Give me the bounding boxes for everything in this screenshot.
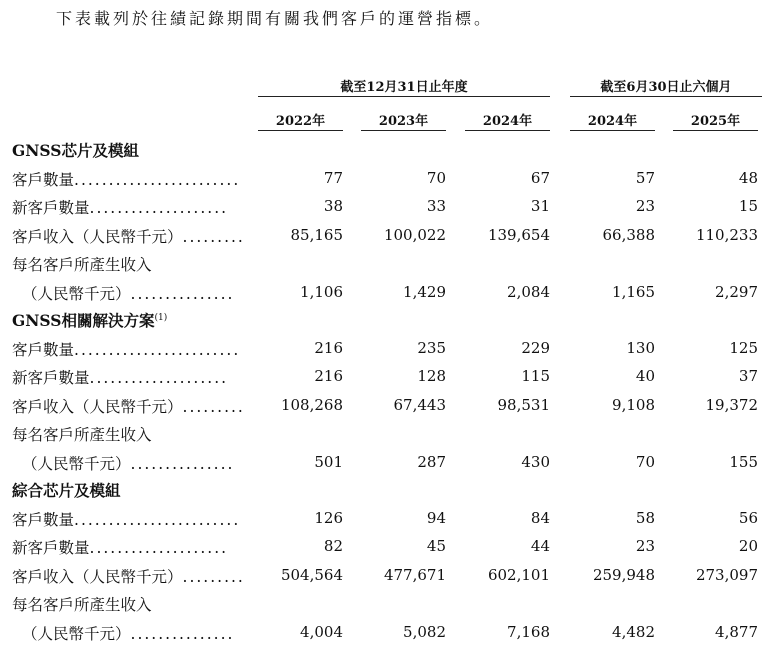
table-cell: 31 xyxy=(530,197,550,215)
row-label-text: （人民幣千元） xyxy=(22,284,131,303)
leader-dots: ......... xyxy=(182,227,245,246)
row-label-text: 客戶收入（人民幣千元） xyxy=(12,227,183,246)
row-label-text: 新客戶數量 xyxy=(12,539,90,557)
table-cell: 235 xyxy=(417,338,446,357)
row-label xyxy=(12,225,245,247)
table-cell: 5,082 xyxy=(403,622,446,641)
table-cell: 15 xyxy=(738,197,758,215)
table-cell: 2,297 xyxy=(715,282,758,301)
table-cell: 40 xyxy=(635,367,655,385)
year-underline xyxy=(258,130,343,131)
table-cell: 110,233 xyxy=(695,225,758,244)
section-title-text: 綜合芯片及模組 xyxy=(12,481,121,500)
table-cell: 4,004 xyxy=(300,622,343,641)
table-cell: 38 xyxy=(323,197,343,215)
row-label-text: 新客戶數量 xyxy=(12,199,90,217)
year-underline xyxy=(673,130,758,131)
row-label-text: 每名客戶所產生收入 xyxy=(12,256,152,274)
table-cell: 23 xyxy=(635,197,655,215)
table-cell: 139,654 xyxy=(487,225,550,244)
row-label-text: 客戶收入（人民幣千元） xyxy=(12,397,183,416)
table-cell: 37 xyxy=(738,367,758,385)
table-cell: 501 xyxy=(314,452,343,471)
row-label xyxy=(12,423,152,445)
table-cell: 33 xyxy=(426,197,446,215)
table-cell: 98,531 xyxy=(497,395,550,414)
row-label xyxy=(22,622,234,644)
group-header-six-months: 截至6月30日止六個月 xyxy=(600,80,732,95)
row-label xyxy=(12,395,245,417)
table-cell: 130 xyxy=(626,338,655,357)
row-label-text: 每名客戶所產生收入 xyxy=(12,596,152,614)
leader-dots: ........................ xyxy=(74,510,241,529)
table-cell: 85,165 xyxy=(290,225,343,244)
intro-text: 下表載列於往績記錄期間有關我們客戶的運營指標。 xyxy=(56,9,494,28)
table-cell: 229 xyxy=(521,338,550,357)
table-cell: 1,106 xyxy=(300,282,343,301)
table-cell: 1,165 xyxy=(612,282,655,301)
row-label xyxy=(12,168,240,190)
group-rule-six-months xyxy=(570,96,762,97)
table-cell: 216 xyxy=(314,338,343,357)
table-cell: 23 xyxy=(635,537,655,555)
row-label-text: 客戶數量 xyxy=(12,510,75,529)
table-cell: 100,022 xyxy=(383,225,446,244)
row-label-text: 客戶數量 xyxy=(12,170,75,189)
section-title-text: GNSS相關解決方案 xyxy=(12,311,155,330)
table-cell: 602,101 xyxy=(487,565,550,584)
leader-dots: ......... xyxy=(182,397,245,416)
table-cell: 430 xyxy=(521,452,550,471)
section-title xyxy=(12,309,167,331)
row-label xyxy=(12,338,240,360)
row-label xyxy=(12,593,152,615)
table-cell: 2,084 xyxy=(507,282,550,301)
section-title xyxy=(12,479,121,501)
table-cell: 82 xyxy=(323,537,343,555)
leader-dots: .................... xyxy=(89,539,229,557)
year-header: 2022年 xyxy=(275,114,326,129)
table-cell: 94 xyxy=(426,508,446,527)
table-cell: 20 xyxy=(738,537,758,555)
year-header: 2025年 xyxy=(690,114,741,129)
leader-dots: ........................ xyxy=(74,340,241,359)
table-cell: 155 xyxy=(729,452,758,471)
leader-dots: .................... xyxy=(89,199,229,217)
table-cell: 45 xyxy=(426,537,446,555)
table-cell: 4,482 xyxy=(612,622,655,641)
table-cell: 77 xyxy=(323,168,343,187)
table-cell: 108,268 xyxy=(280,395,343,414)
table-cell: 273,097 xyxy=(695,565,758,584)
table-cell: 57 xyxy=(635,168,655,187)
leader-dots: .................... xyxy=(89,369,229,387)
table-cell: 9,108 xyxy=(612,395,655,414)
table-cell: 477,671 xyxy=(383,565,446,584)
leader-dots: ........................ xyxy=(74,170,241,189)
row-label xyxy=(12,508,240,530)
table-cell: 70 xyxy=(635,452,655,471)
row-label xyxy=(12,253,152,275)
row-label xyxy=(12,565,245,587)
table-cell: 287 xyxy=(417,452,446,471)
year-underline xyxy=(570,130,655,131)
table-cell: 4,877 xyxy=(715,622,758,641)
table-cell: 126 xyxy=(314,508,343,527)
year-header: 2024年 xyxy=(587,114,638,129)
table-cell: 44 xyxy=(530,537,550,555)
footnote-marker: (1) xyxy=(154,312,168,323)
table-cell: 259,948 xyxy=(592,565,655,584)
leader-dots: ......... xyxy=(182,567,245,586)
year-underline xyxy=(361,130,446,131)
table-cell: 67,443 xyxy=(393,395,446,414)
row-label-text: （人民幣千元） xyxy=(22,624,131,643)
table-cell: 504,564 xyxy=(280,565,343,584)
section-title-text: GNSS芯片及模組 xyxy=(12,141,139,160)
leader-dots: ............... xyxy=(130,454,235,473)
table-cell: 67 xyxy=(530,168,550,187)
table-cell: 84 xyxy=(530,508,550,527)
row-label xyxy=(22,452,234,474)
row-label xyxy=(12,536,228,558)
row-label xyxy=(12,196,228,218)
row-label xyxy=(12,366,228,388)
table-cell: 1,429 xyxy=(403,282,446,301)
table-cell: 7,168 xyxy=(507,622,550,641)
table-cell: 19,372 xyxy=(705,395,758,414)
table-cell: 66,388 xyxy=(602,225,655,244)
row-label-text: 新客戶數量 xyxy=(12,369,90,387)
table-cell: 70 xyxy=(426,168,446,187)
row-label xyxy=(22,282,234,304)
section-title xyxy=(12,139,139,161)
row-label-text: 每名客戶所產生收入 xyxy=(12,426,152,444)
year-header: 2024年 xyxy=(482,114,533,129)
table-cell: 115 xyxy=(521,367,550,385)
table-cell: 56 xyxy=(738,508,758,527)
table-cell: 128 xyxy=(417,367,446,385)
row-label-text: （人民幣千元） xyxy=(22,454,131,473)
group-rule-full-year xyxy=(258,96,550,97)
table-cell: 216 xyxy=(314,367,343,385)
table-cell: 58 xyxy=(635,508,655,527)
row-label-text: 客戶數量 xyxy=(12,340,75,359)
year-underline xyxy=(465,130,550,131)
leader-dots: ............... xyxy=(130,284,235,303)
group-header-full-year: 截至12月31日止年度 xyxy=(340,80,468,95)
leader-dots: ............... xyxy=(130,624,235,643)
row-label-text: 客戶收入（人民幣千元） xyxy=(12,567,183,586)
year-header: 2023年 xyxy=(378,114,429,129)
table-cell: 125 xyxy=(729,338,758,357)
table-cell: 48 xyxy=(738,168,758,187)
